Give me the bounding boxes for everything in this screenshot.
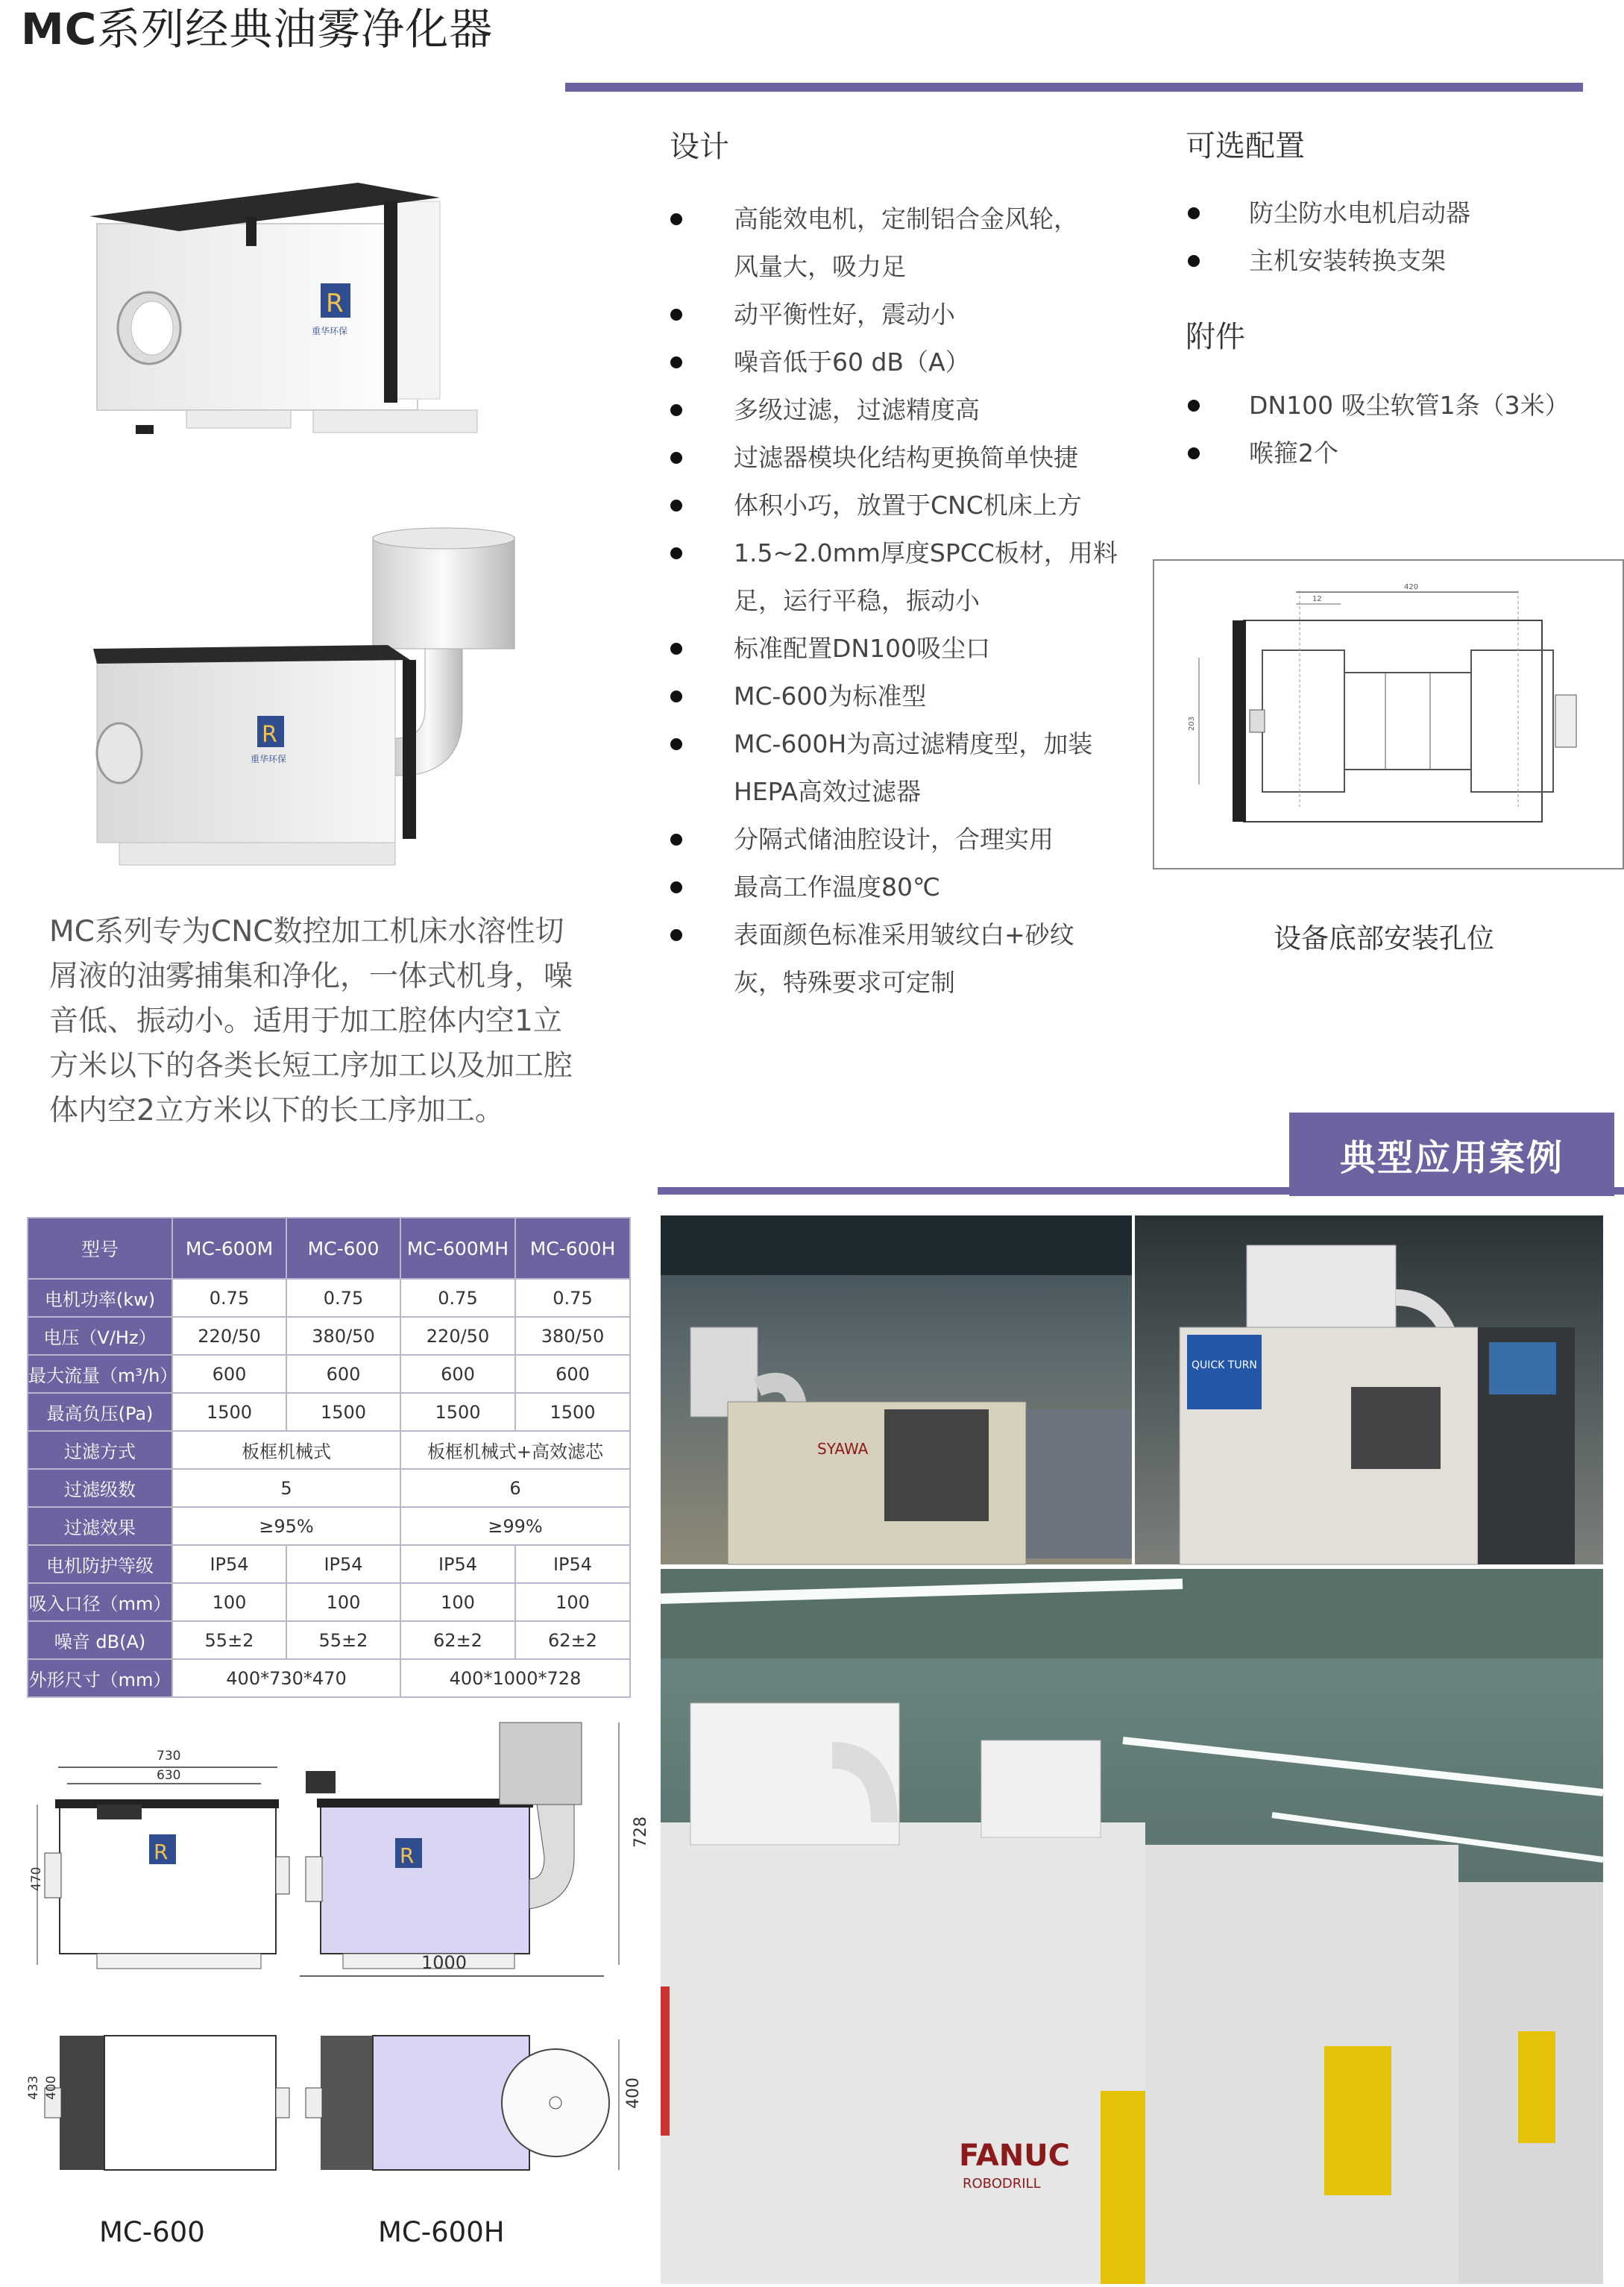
dim-small: 12 [1312,595,1322,603]
spec-table-row [28,1621,630,1659]
spec-cell: 1500 [400,1393,515,1431]
case-photo-2 [1135,1215,1603,1564]
bullet-icon [670,356,682,368]
spec-cell: ≥99% [400,1507,630,1545]
design-feature-item [734,625,1151,673]
spec-cell: 板框机械式 [172,1431,400,1469]
spec-table-row [28,1431,630,1469]
spec-row-label: 电机功率(kw) [28,1279,172,1317]
case-photo-3 [661,1569,1603,2284]
spec-cell: 380/50 [286,1317,400,1355]
design-feature-item [734,339,1151,386]
spec-cell: 600 [172,1355,286,1393]
design-feature-item [734,768,1151,816]
spec-table-row [28,1355,630,1393]
bullet-icon [670,213,682,225]
bullet-icon [670,834,682,846]
bullet-icon [670,547,682,559]
spec-row-label: 最大流量（m³/h） [28,1355,172,1393]
spec-cell: 55±2 [286,1621,400,1659]
dim-600h-w: 1000 [421,1952,468,1973]
design-feature-item [734,195,1151,243]
spec-table-row [28,1545,630,1583]
svg-text:R: R [154,1840,169,1864]
design-feature-item [734,577,1151,625]
design-feature-item [734,386,1151,434]
dim-600-d-outer: 433 [26,2075,41,2100]
spec-cell: 板框机械式+高效滤芯 [400,1431,630,1469]
accessories-list [1249,382,1607,477]
design-feature-item [734,959,1151,1007]
spec-cell: IP54 [286,1545,400,1583]
spec-header-model: MC-600H [515,1218,630,1279]
dim-600-inner: 630 [157,1768,181,1783]
bullet-icon [670,309,682,321]
accessory-item [1249,382,1607,430]
design-feature-text: 最高工作温度80℃ [734,872,941,902]
design-feature-text: 足，运行平稳，振动小 [734,586,980,615]
spec-table-row [28,1583,630,1621]
spec-cell: 100 [172,1583,286,1621]
design-feature-list [734,195,1151,1007]
optional-config-text: 主机安装转换支架 [1249,246,1446,275]
spec-cell: 100 [515,1583,630,1621]
design-feature-item [734,434,1151,482]
design-feature-item [734,482,1151,529]
spec-cell: 600 [515,1355,630,1393]
design-feature-item [734,816,1151,863]
design-feature-item [734,529,1151,577]
design-feature-item [734,911,1151,959]
design-feature-text: MC-600为标准型 [734,682,927,711]
bullet-icon [1188,447,1200,459]
spec-table-row [28,1659,630,1697]
design-feature-text: 噪音低于60 dB（A） [734,347,970,377]
design-feature-text: HEPA高效过滤器 [734,777,922,806]
design-feature-text: MC-600H为高过滤精度型，加装 [734,729,1093,758]
bullet-icon [670,452,682,464]
svg-text:R: R [326,289,344,318]
spec-cell: 6 [400,1469,630,1507]
page-title [21,0,493,57]
design-feature-text: 高能效电机，定制铝合金风轮， [734,204,1078,233]
case-heading: 典型应用案例 [1289,1113,1614,1196]
accessories-heading: 附件 [1186,320,1245,354]
spec-cell: 100 [286,1583,400,1621]
spec-cell: IP54 [515,1545,630,1583]
design-feature-text: 多级过滤，过滤精度高 [734,395,980,424]
design-feature-item [734,720,1151,768]
top-accent-bar [565,83,1583,92]
spec-row-label: 外形尺寸（mm） [28,1659,172,1697]
spec-row-label: 过滤级数 [28,1469,172,1507]
brand-logo-icon-2 [257,716,284,748]
spec-cell: 0.75 [400,1279,515,1317]
product-image-mc600 [75,172,462,470]
optional-heading: 可选配置 [1186,129,1305,163]
product-image-mc600h [75,522,537,880]
spec-cell: 220/50 [172,1317,286,1355]
optional-config-item [1249,189,1607,237]
spec-cell: 220/50 [400,1317,515,1355]
bullet-icon [1188,400,1200,412]
spec-cell: 0.75 [515,1279,630,1317]
design-feature-text: 动平衡性好，震动小 [734,300,955,329]
bullet-icon [670,738,682,750]
spec-cell: 55±2 [172,1621,286,1659]
spec-cell: IP54 [400,1545,515,1583]
brand-text-1: 重华环保 [312,326,348,336]
spec-header-model: MC-600 [286,1218,400,1279]
dim-side: 203 [1188,716,1196,731]
photo2-brand: QUICK TURN [1192,1359,1257,1371]
spec-header-model: MC-600M [172,1218,286,1279]
spec-cell: 1500 [172,1393,286,1431]
spec-table-row [28,1507,630,1545]
spec-row-label: 吸入口径（mm） [28,1583,172,1621]
photo3-brand: FANUC [959,2139,1071,2173]
bullet-icon [670,643,682,655]
spec-cell: 400*1000*728 [400,1659,630,1697]
spec-header-label: 型号 [28,1218,172,1279]
design-feature-item [734,673,1151,720]
svg-text:R: R [400,1843,415,1868]
spec-row-label: 过滤方式 [28,1431,172,1469]
svg-text:R: R [262,722,277,748]
spec-cell: 380/50 [515,1317,630,1355]
design-feature-text: 灰，特殊要求可定制 [734,968,955,997]
design-feature-text: 风量大，吸力足 [734,252,906,281]
dim-600h-d: 400 [624,2077,643,2109]
design-feature-text: 分隔式储油腔设计，合理实用 [734,825,1054,854]
spec-table-row [28,1469,630,1507]
mounting-hole-diagram [1153,559,1624,869]
title-rest: 系列经典油雾净化器 [97,4,494,54]
optional-config-text: 防尘防水电机启动器 [1249,198,1470,227]
dim-top: 420 [1404,583,1419,591]
diagram-caption: 设备底部安装孔位 [1274,922,1494,954]
photo3-sub: ROBODRILL [963,2176,1041,2192]
spec-cell: 600 [400,1355,515,1393]
bullet-icon [670,929,682,941]
design-heading: 设计 [670,130,729,164]
spec-table-row [28,1279,630,1317]
optional-config-list [1249,189,1607,285]
bullet-icon [670,881,682,893]
spec-cell: 62±2 [400,1621,515,1659]
accessory-text: 喉箍2个 [1249,438,1338,468]
case-photo-1 [661,1215,1132,1564]
dim-600-d-inner: 400 [44,2075,59,2100]
spec-cell: 1500 [515,1393,630,1431]
spec-cell: 1500 [286,1393,400,1431]
spec-row-label: 最高负压(Pa) [28,1393,172,1431]
design-feature-item [734,863,1151,911]
spec-cell: 600 [286,1355,400,1393]
design-feature-item [734,291,1151,339]
spec-table-header [28,1218,630,1279]
technical-drawings [22,1708,650,2244]
spec-row-label: 电压（V/Hz） [28,1317,172,1355]
dim-600-h: 470 [29,1866,44,1891]
spec-cell: 0.75 [286,1279,400,1317]
drawing-label-mc600h: MC-600H [378,2216,505,2248]
design-feature-text: 表面颜色标准采用皱纹白+砂纹 [734,920,1074,949]
spec-cell: 62±2 [515,1621,630,1659]
spec-cell: 5 [172,1469,400,1507]
design-feature-text: 过滤器模块化结构更换简单快捷 [734,443,1078,472]
design-feature-item [734,243,1151,291]
spec-cell: ≥95% [172,1507,400,1545]
bullet-icon [670,404,682,416]
bullet-icon [1188,207,1200,219]
spec-header-model: MC-600MH [400,1218,515,1279]
bullet-icon [1188,255,1200,267]
design-feature-text: 体积小巧，放置于CNC机床上方 [734,491,1082,520]
design-feature-text: 标准配置DN100吸尘口 [734,634,991,663]
bullet-icon [670,690,682,702]
drawing-label-mc600: MC-600 [99,2216,205,2248]
spec-cell: 0.75 [172,1279,286,1317]
dim-600h-h: 728 [632,1816,650,1848]
spec-table-row [28,1317,630,1355]
spec-row-label: 电机防护等级 [28,1545,172,1583]
spec-cell: 100 [400,1583,515,1621]
dim-600-outer: 730 [157,1749,181,1764]
spec-table [27,1217,631,1698]
spec-row-label: 噪音 dB(A) [28,1621,172,1659]
brand-text-2: 重华环保 [251,754,287,764]
spec-row-label: 过滤效果 [28,1507,172,1545]
accessory-item [1249,430,1607,477]
photo1-brand: SYAWA [817,1440,869,1458]
spec-table-row [28,1393,630,1431]
bullet-icon [670,500,682,512]
optional-config-item [1249,237,1607,285]
product-description: MC系列专为CNC数控加工机床水溶性切屑液的油雾捕集和净化，一体式机身，噪音低、振动小。适用于加工腔体内空1立方米以下的各类长短工序加工以及加工腔体内空2立方米以下的长工序加工。 [49,915,573,1127]
spec-cell: 400*730*470 [172,1659,400,1697]
accessory-text: DN100 吸尘软管1条（3米） [1249,391,1570,420]
design-feature-text: 1.5~2.0mm厚度SPCC板材，用料 [734,538,1118,567]
title-bold: MC [21,4,98,54]
brand-logo-icon [321,283,350,318]
spec-cell: IP54 [172,1545,286,1583]
